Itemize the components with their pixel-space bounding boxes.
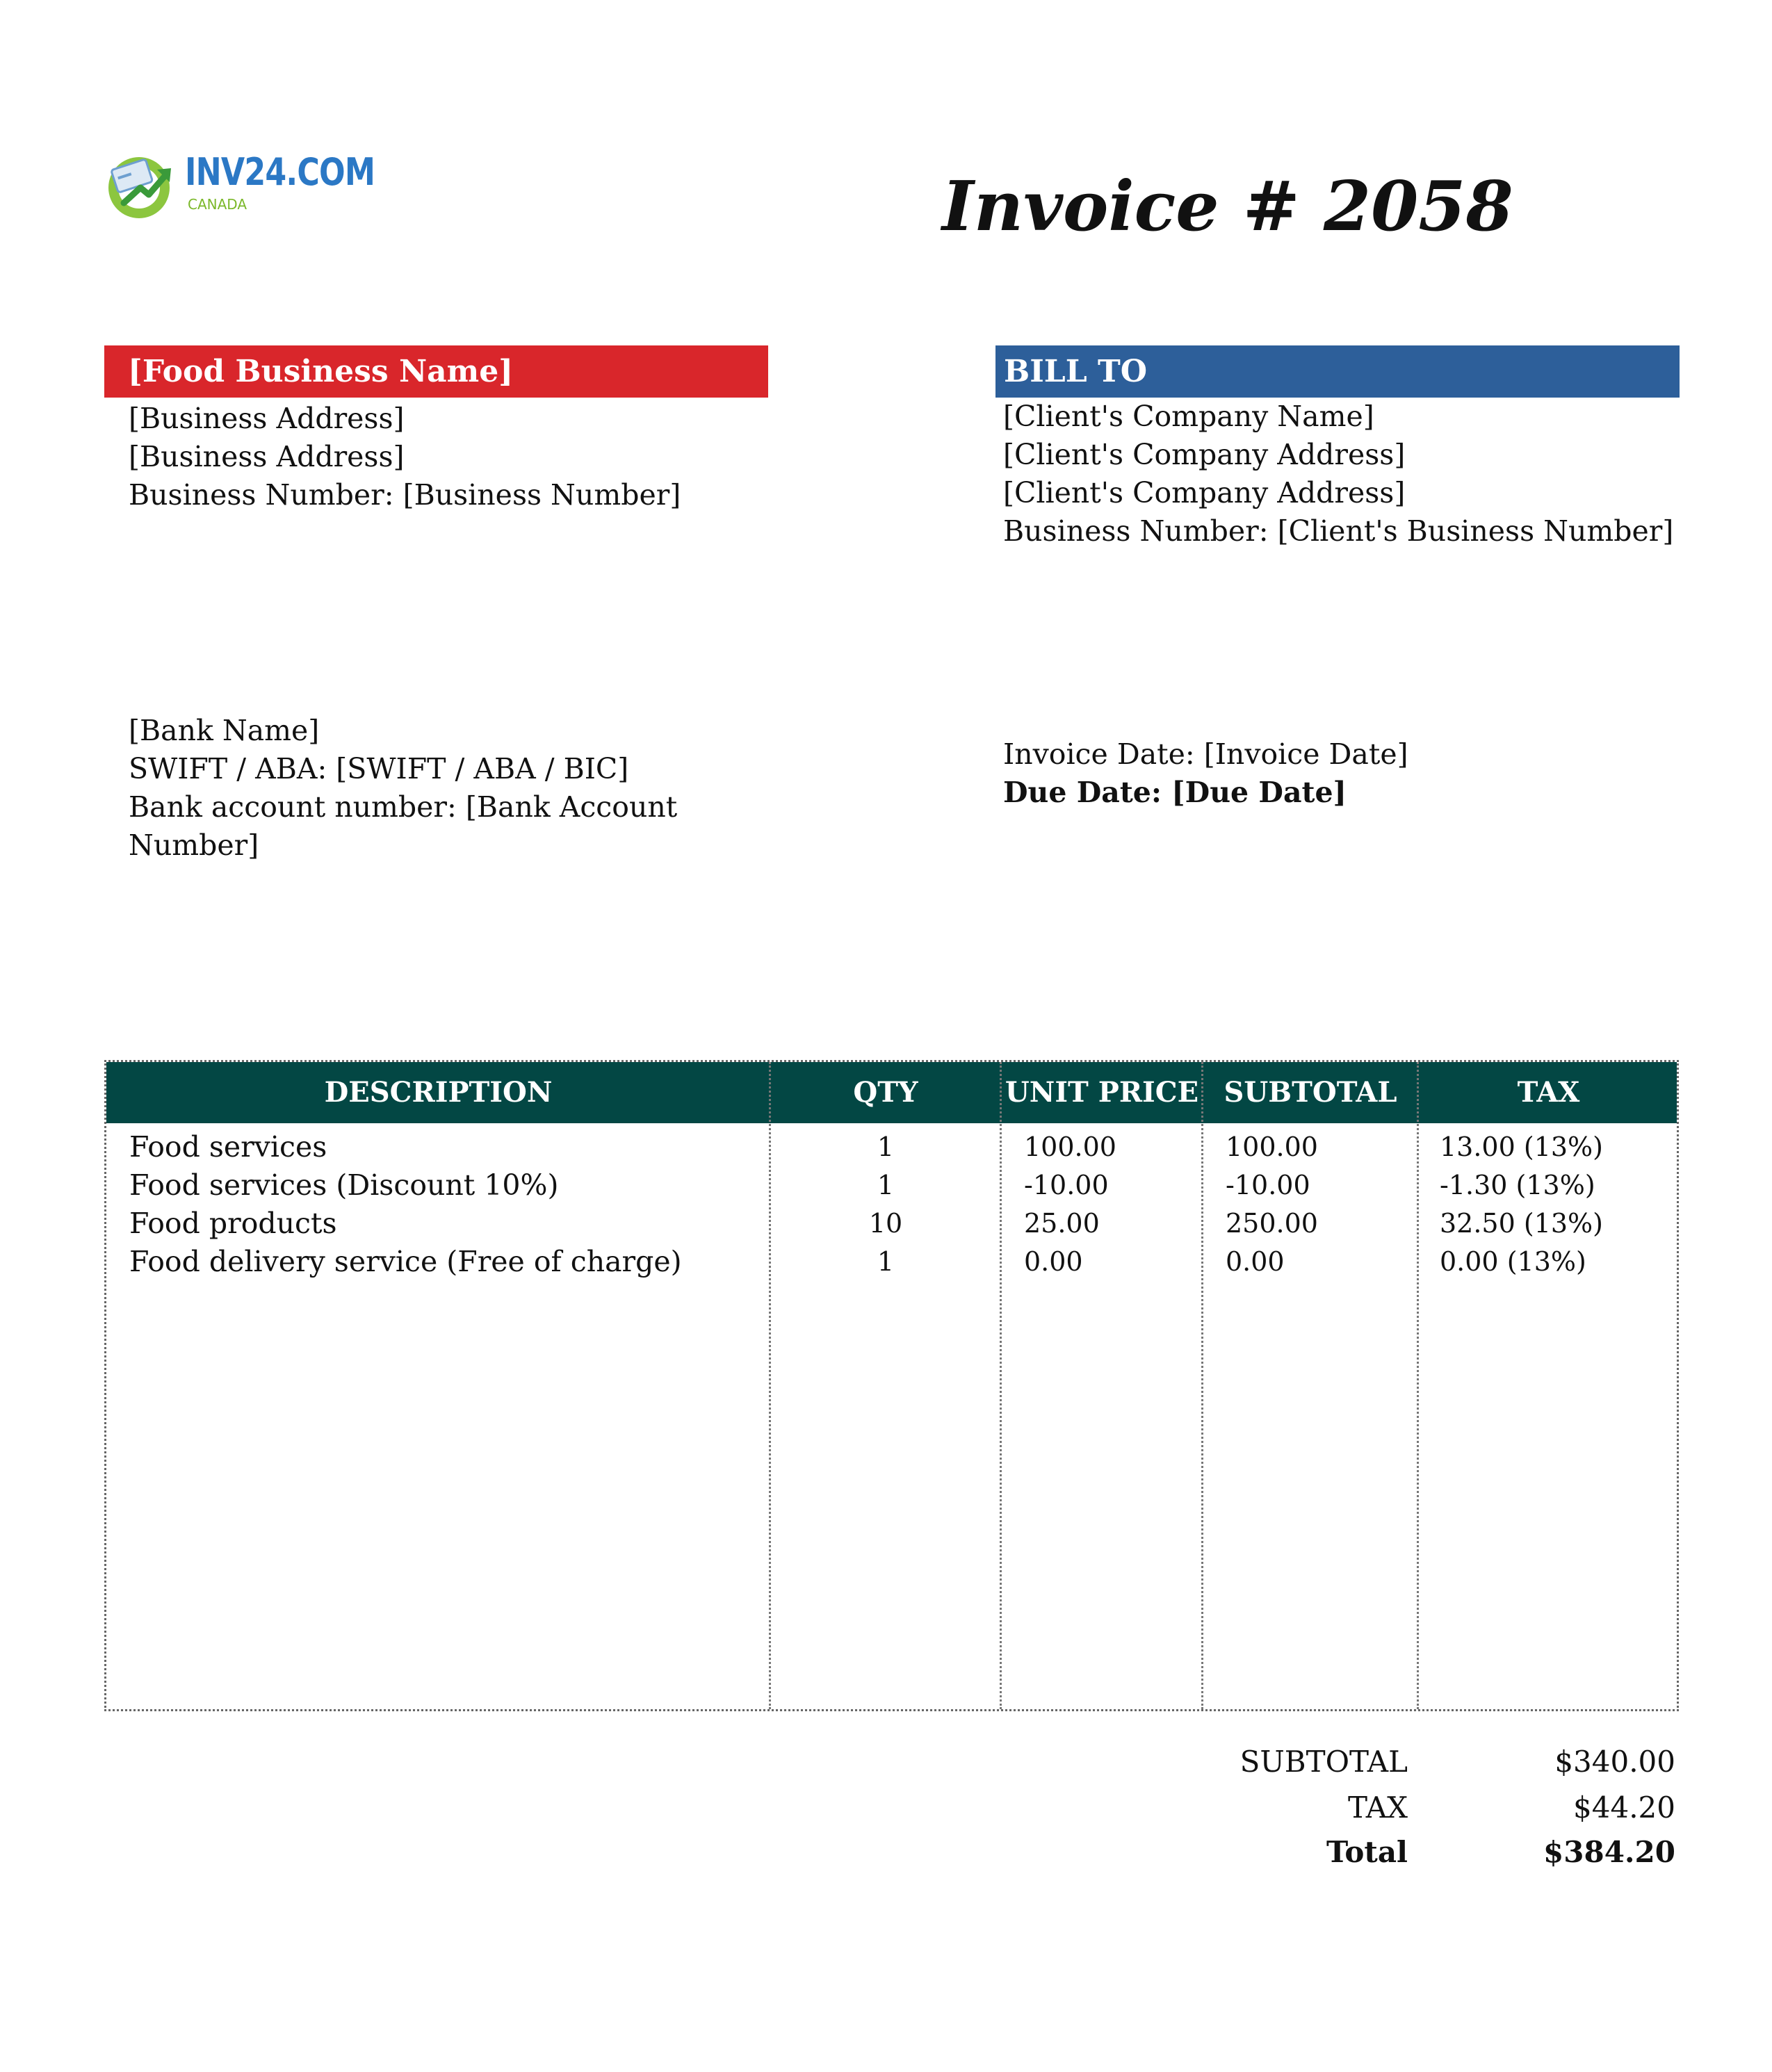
invoice-date: Invoice Date: [Invoice Date] — [1003, 737, 1408, 771]
header-qty: QTY — [853, 1076, 918, 1109]
logo-icon — [104, 149, 177, 221]
seller-business-number: Business Number: [Business Number] — [129, 478, 681, 512]
table-row — [106, 1166, 1677, 1205]
table-header — [106, 1062, 1677, 1123]
invoice-label: Invoice # — [942, 167, 1300, 247]
row-description: Food services (Discount 10%) — [129, 1168, 559, 1202]
table-row — [106, 1128, 1677, 1166]
total-label: Total — [1326, 1835, 1408, 1869]
row-tax: -1.30 (13%) — [1440, 1170, 1595, 1200]
logo-subtitle: CANADA — [188, 196, 247, 213]
row-tax: 32.50 (13%) — [1440, 1208, 1603, 1239]
bank-account-line-1: Bank account number: [Bank Account — [129, 790, 678, 824]
table-row — [106, 1243, 1677, 1281]
bank-name: [Bank Name] — [129, 714, 320, 747]
table-row — [106, 1205, 1677, 1243]
seller-details — [129, 400, 681, 514]
header-tax: TAX — [1517, 1076, 1580, 1109]
row-qty: 10 — [868, 1208, 903, 1239]
tax-label: TAX — [1348, 1790, 1408, 1825]
due-date: Due Date: [Due Date] — [1003, 776, 1347, 809]
row-unit-price: 100.00 — [1024, 1132, 1116, 1162]
seller-address-2: [Business Address] — [129, 440, 405, 473]
invoice-dates — [1003, 735, 1408, 812]
row-qty: 1 — [877, 1132, 895, 1162]
row-description: Food products — [129, 1207, 337, 1240]
header-subtotal: SUBTOTAL — [1224, 1076, 1397, 1109]
row-subtotal: 0.00 — [1226, 1246, 1285, 1277]
subtotal-value: $340.00 — [1554, 1745, 1675, 1779]
total-value: $384.20 — [1543, 1835, 1675, 1869]
client-company-name: [Client's Company Name] — [1003, 400, 1374, 433]
bank-details — [129, 712, 677, 865]
logo-name: INV24.COM — [185, 150, 375, 194]
row-description: Food delivery service (Free of charge) — [129, 1245, 682, 1278]
seller-address-1: [Business Address] — [129, 402, 405, 435]
row-subtotal: -10.00 — [1226, 1170, 1310, 1200]
row-description: Food services — [129, 1130, 327, 1164]
company-logo — [104, 146, 375, 222]
row-subtotal: 100.00 — [1226, 1132, 1318, 1162]
row-subtotal: 250.00 — [1226, 1208, 1318, 1239]
row-qty: 1 — [877, 1246, 895, 1277]
row-qty: 1 — [877, 1170, 895, 1200]
header-unit-price: UNIT PRICE — [1005, 1076, 1199, 1109]
items-table — [104, 1060, 1679, 1711]
client-business-number: Business Number: [Client's Business Number] — [1003, 514, 1674, 548]
client-address-2: [Client's Company Address] — [1003, 476, 1406, 509]
client-details — [1003, 398, 1673, 550]
tax-value: $44.20 — [1573, 1790, 1675, 1825]
row-unit-price: 25.00 — [1024, 1208, 1100, 1239]
client-address-1: [Client's Company Address] — [1003, 438, 1406, 471]
row-unit-price: 0.00 — [1024, 1246, 1083, 1277]
bank-account-line-2: Number] — [129, 829, 259, 862]
subtotal-label: SUBTOTAL — [1239, 1745, 1408, 1779]
seller-header-bar: [Food Business Name] — [104, 345, 768, 398]
row-tax: 13.00 (13%) — [1440, 1132, 1603, 1162]
header-description: DESCRIPTION — [324, 1076, 553, 1109]
bank-swift: SWIFT / ABA: [SWIFT / ABA / BIC] — [129, 752, 629, 785]
row-tax: 0.00 (13%) — [1440, 1246, 1586, 1277]
bill-to-header-bar: BILL TO — [995, 345, 1680, 398]
invoice-title — [942, 167, 1568, 247]
row-unit-price: -10.00 — [1024, 1170, 1109, 1200]
invoice-number: 2058 — [1323, 167, 1513, 247]
